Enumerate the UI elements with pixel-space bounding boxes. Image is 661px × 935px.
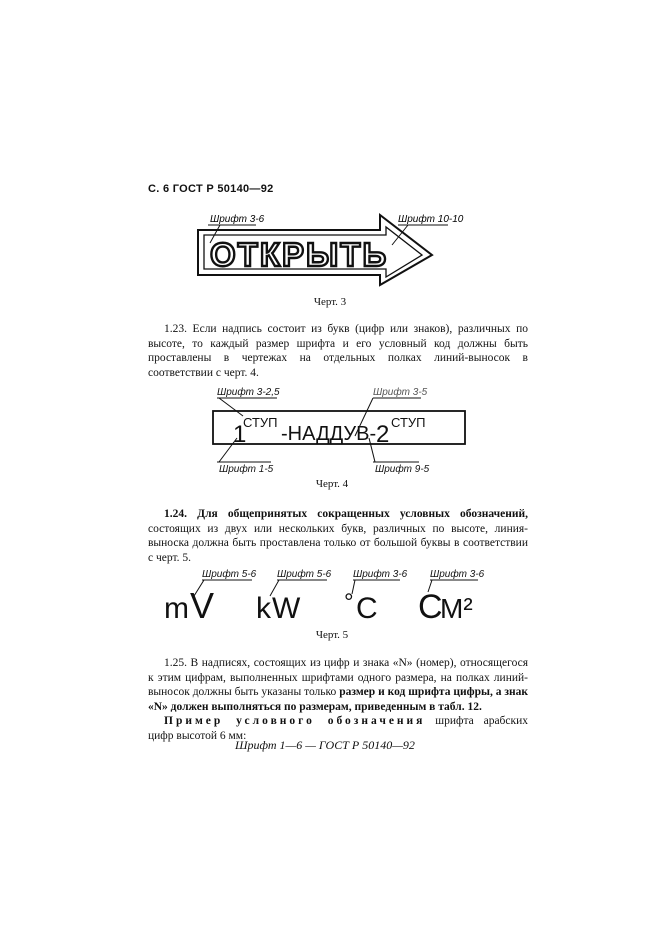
fig5-cm-big: C [418, 588, 443, 626]
fig5-label-kw: Шрифт 5-6 [277, 569, 332, 580]
fig5-label-mv: Шрифт 5-6 [202, 569, 257, 580]
fig4-label-top-right: Шрифт 3-5 [373, 387, 428, 398]
fig4-part2: СТУП [243, 415, 278, 430]
paragraph-1-23-text: 1.23. Если надпись состоит из букв (цифр или знаков), различных по высоте, то каждый размер шрифта и его условный код должны быть проставлены в чертежах на отдельных полках линий-выносок в соответствии с черт. 4. [148, 323, 528, 379]
paragraph-1-24-lead: 1.24. Для общепринятых сокращенных условных обозначений, [164, 508, 528, 520]
fig5-mv-small: V [190, 585, 215, 626]
fig4-label-top-left: Шрифт 3-2,5 [217, 387, 280, 398]
fig4-part5: СТУП [391, 415, 426, 430]
fig3-caption: Черт. 3 [313, 296, 347, 308]
fig5-kw-small: W [272, 592, 301, 625]
fig4-caption: Черт. 4 [315, 478, 349, 490]
fig5-c-big: ° [344, 589, 354, 616]
fig5-mv-big: m [164, 592, 189, 625]
figure-3 [190, 205, 464, 290]
fig3-label-left: Шрифт 3-6 [210, 214, 265, 225]
example-rest: шрифта арабских цифр высотой 6 мм: [148, 715, 529, 742]
fig5-cm-small: M² [440, 593, 473, 624]
paragraph-1-24 [148, 507, 528, 565]
fig3-label-right: Шрифт 10-10 [398, 214, 464, 225]
fig5-kw-big: k [256, 592, 271, 625]
paragraph-1-25-text-a: 1.25. В надписях, состоящих из цифр и знака «N» (номер), относящегося к этим цифрам, выполненных шрифтами одного размера, на полках линий-выносок должны быть указаны только [148, 657, 528, 698]
fig4-label-bottom-left: Шрифт 1-5 [219, 464, 274, 475]
font-designation-formula: Шрифт 1—6 — ГОСТ Р 50140—92 [235, 738, 415, 752]
fig4-part4: 2 [376, 421, 390, 448]
fig5-c-small: C [356, 592, 378, 625]
figure-5 [160, 566, 500, 626]
paragraph-1-24-rest: состоящих из двух или нескольких букв, различных по высоте, линия-выноска должна быть проставлена только от большой буквы в соответствии с черт. 5. [148, 522, 528, 564]
page-header: С. 6 ГОСТ Р 50140—92 [148, 183, 274, 195]
fig4-part3: -НАДДУВ- [281, 423, 377, 445]
fig3-word: ОТКРЫТЬ [210, 236, 389, 273]
paragraph-1-25-text-b: размер и код шрифта цифры, а знак «N» должен выполняться по размерам, приведенным в табл. 12. [148, 686, 529, 713]
fig4-label-bottom-right: Шрифт 9-5 [375, 464, 430, 475]
paragraph-1-23 [148, 322, 528, 380]
fig4-part1: 1 [233, 421, 247, 448]
fig5-label-c: Шрифт 3-6 [353, 569, 408, 580]
fig5-label-cm: Шрифт 3-6 [430, 569, 485, 580]
example-lead: Пример условного обозначения [164, 715, 426, 727]
fig5-caption: Черт. 5 [315, 629, 349, 641]
figure-4 [205, 380, 475, 475]
paragraph-1-25 [148, 656, 528, 743]
